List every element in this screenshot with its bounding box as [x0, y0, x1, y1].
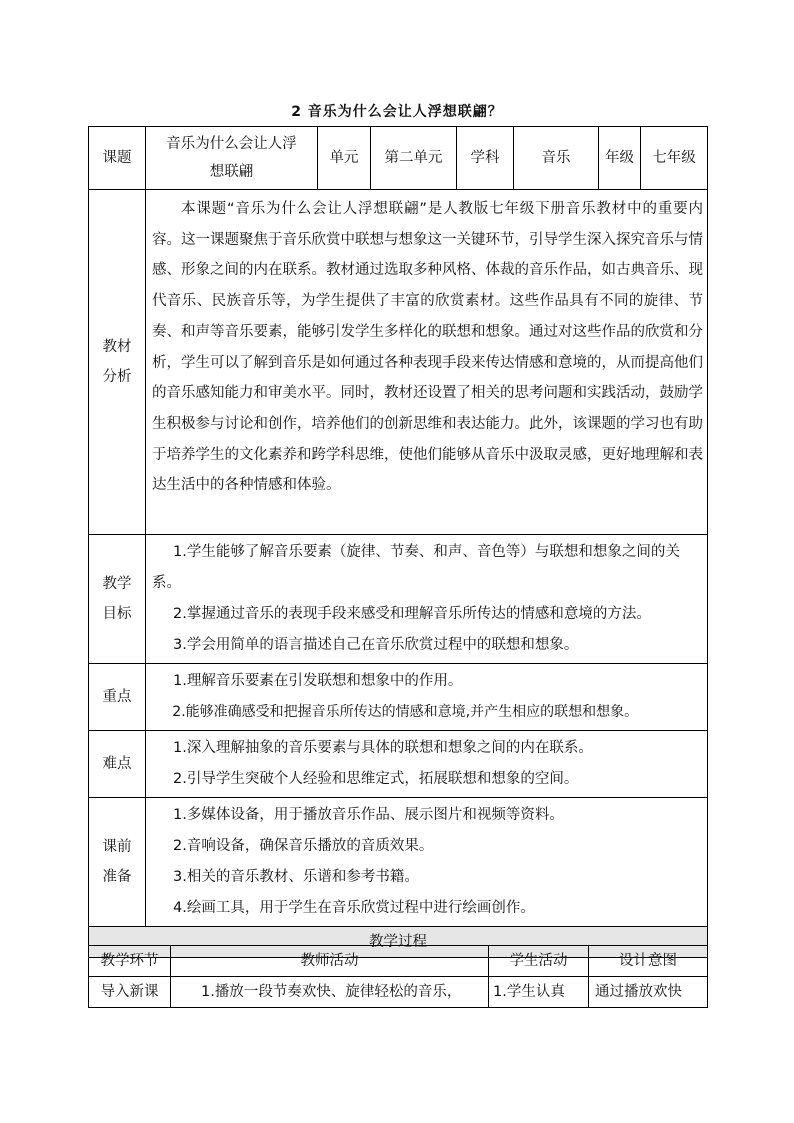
- preparation-row: [89, 798, 708, 927]
- topic-value: [146, 127, 318, 190]
- process-stage-cell: 导入新课: [89, 977, 171, 1008]
- key-points-row: [89, 664, 708, 731]
- document-title: 2 音乐为什么会让人浮想联翩？: [291, 104, 503, 120]
- grade-label: 年级: [599, 127, 641, 190]
- preparation-label-text: 课前准备: [102, 839, 132, 885]
- objective-item: 3.学会用简单的语言描述自己在音乐欣赏过程中的联想和想象。: [173, 637, 579, 653]
- subject-label: 学科: [457, 127, 514, 190]
- difficulty-item: 2.引导学生突破个人经验和思维定式，拓展联想和想象的空间。: [173, 771, 579, 787]
- preparation-item: 2.音响设备，确保音乐播放的音质效果。: [173, 838, 434, 854]
- analysis-label: [89, 190, 146, 535]
- topic-label: 课题: [89, 127, 146, 190]
- process-table: [88, 945, 708, 1008]
- process-col-student: 学生活动: [489, 946, 589, 977]
- unit-label: 单元: [318, 127, 371, 190]
- topic-value-text: 音乐为什么会让人浮想联翩: [166, 136, 297, 180]
- key-point-item: 2.能够准确感受和把握音乐所传达的情感和意境,并产生相应的联想和想象。: [172, 704, 639, 720]
- header-row: [89, 127, 708, 190]
- analysis-row: [89, 190, 708, 535]
- difficulties-label: 难点: [89, 731, 146, 798]
- process-header-row: [89, 946, 708, 977]
- objectives-list: [146, 535, 708, 664]
- unit-value: 第二单元: [371, 127, 457, 190]
- objective-item: 2.掌握通过音乐的表现手段来感受和理解音乐所传达的情感和意境的方法。: [173, 606, 651, 622]
- difficulties-row: [89, 731, 708, 798]
- preparation-list: [146, 798, 708, 927]
- process-col-intent: 设计意图: [589, 946, 708, 977]
- preparation-label: [89, 798, 146, 927]
- lesson-plan-table: [88, 126, 708, 958]
- objectives-label-text: 教学目标: [102, 576, 132, 622]
- preparation-item: 3.相关的音乐教材、乐谱和参考书籍。: [173, 869, 419, 885]
- process-col-teacher: 教师活动: [171, 946, 489, 977]
- process-banner: 教学过程: [89, 927, 708, 958]
- process-row: [89, 977, 708, 1008]
- analysis-text: 本课题“音乐为什么会让人浮想联翩”是人教版七年级下册音乐教材中的重要内容。这一课题聚焦于音乐欣赏中联想与想象这一关键环节，引导学生深入探究音乐与情感、形象之间的内在联系。教材通过选取多种风格、体裁的音乐作品，如古典音乐、现代音乐、民族音乐等，为学生提供了丰富的欣赏素材。这些作品具有不同的旋律、节奏、和声等音乐要素，能够引发学生多样化的联想和想象。通过对这些作品的欣赏和分析，学生可以了解到音乐是如何通过各种表现手段来传达情感和意境的，从而提高他们的音乐感知能力和审美水平。同时，教材还设置了相关的思考问题和实践活动，鼓励学生积极参与讨论和创作，培养他们的创新思维和表达能力。此外，该课题的学习也有助于培养学生的文化素养和跨学科思维，使他们能够从音乐中汲取灵感，更好地理解和表达生活中的各种情感和体验。: [146, 190, 708, 535]
- key-points-label: 重点: [89, 664, 146, 731]
- objectives-row: [89, 535, 708, 664]
- process-teacher-cell: 1.播放一段节奏欢快、旋律轻松的音乐，: [171, 977, 489, 1008]
- process-col-stage: 教学环节: [89, 946, 171, 977]
- subject-value: 音乐: [514, 127, 599, 190]
- preparation-item: 4.绘画工具，用于学生在音乐欣赏过程中进行绘画创作。: [173, 900, 535, 916]
- difficulties-list: [146, 731, 708, 798]
- objective-item: 1.学生能够了解音乐要素（旋律、节奏、和声、音色等）与联想和想象之间的关系。: [152, 544, 680, 591]
- process-student-cell: 1.学生认真: [489, 977, 589, 1008]
- grade-value: 七年级: [641, 127, 708, 190]
- difficulty-item: 1.深入理解抽象的音乐要素与具体的联想和想象之间的内在联系。: [173, 740, 593, 756]
- objectives-label: [89, 535, 146, 664]
- process-intent-cell: 通过播放欢快: [589, 977, 708, 1008]
- key-point-item: 1.理解音乐要素在引发联想和想象中的作用。: [173, 673, 463, 689]
- key-points-list: [146, 664, 708, 731]
- preparation-item: 1.多媒体设备，用于播放音乐作品、展示图片和视频等资料。: [173, 807, 564, 823]
- analysis-label-text: 教材分析: [102, 339, 132, 385]
